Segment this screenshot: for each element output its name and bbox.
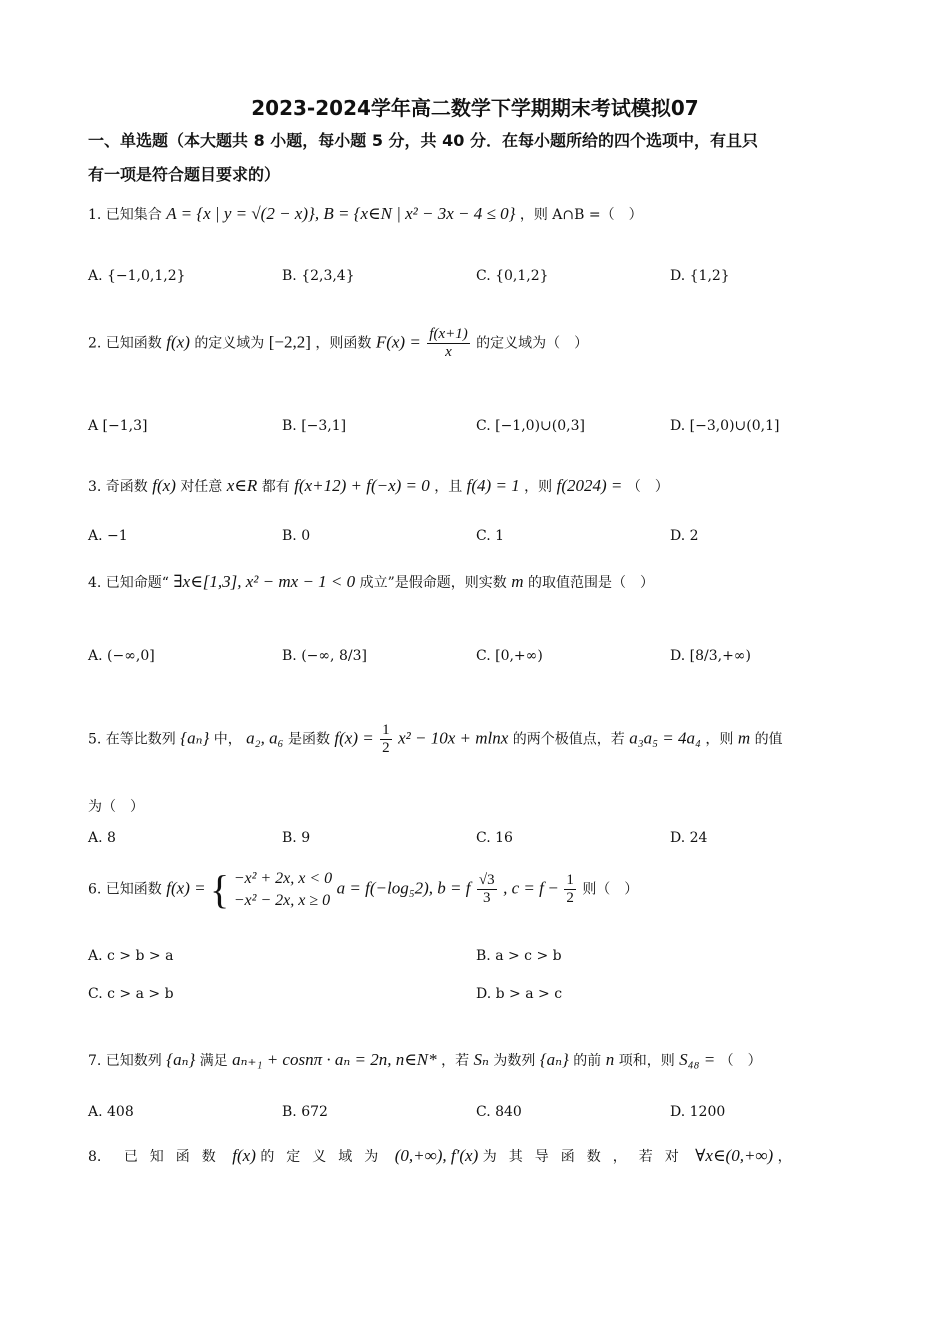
section-heading: [88, 124, 868, 192]
question-7-sequence-2: {aₙ}: [539, 1050, 569, 1069]
question-2-fraction: [427, 326, 469, 361]
question-6-piecewise: [234, 868, 333, 912]
question-1-number: 1. 已知集合: [88, 207, 162, 223]
question-1-formula: A = {x | y = √(2 − x)}, B = {x∈N | x² − 3x − 4 ≤ 0}: [166, 204, 516, 223]
question-6-option-a: A. c > b > a: [88, 948, 174, 964]
question-5-fraction-numerator: 1: [382, 722, 390, 738]
question-5-option-d: D. 24: [670, 830, 708, 846]
question-2-fraction-numerator: f(x+1): [429, 326, 468, 342]
question-6-c: , c = f: [503, 878, 544, 898]
question-5-condition: a₃a₅ = 4a₄: [629, 728, 701, 748]
section-heading-line2: 有一项是符合题目要求的）: [88, 165, 281, 184]
question-8: [88, 1146, 868, 1166]
question-8-number: 8.: [88, 1149, 102, 1165]
question-5-mid2: 是函数: [287, 731, 330, 748]
question-2-Fx: F(x) =: [375, 332, 421, 352]
question-5-mid4: ，则: [705, 731, 734, 748]
question-6-option-b: B. a > c > b: [476, 948, 562, 964]
question-6-fx: f(x) =: [166, 878, 206, 898]
question-2-fx: f(x): [166, 332, 190, 352]
question-3-tail: （ ）: [626, 479, 669, 495]
question-2-option-d: D. [−3,0)∪(0,1]: [670, 418, 780, 434]
question-3-option-c: C. 1: [476, 528, 505, 544]
question-6-fraction-1-denominator: 3: [483, 890, 491, 906]
question-5-terms: a₂, a₆: [246, 728, 284, 748]
question-1: [88, 204, 868, 224]
question-8-text-a: 已知函数: [123, 1149, 228, 1165]
question-6-fraction-1: [477, 872, 497, 907]
question-1-option-c: C. {0,1,2}: [476, 268, 549, 284]
question-2-domain: [−2,2]: [268, 332, 311, 352]
question-3: [88, 476, 868, 496]
question-4-number: 4. 已知命题“: [88, 575, 169, 591]
question-6-brace: {: [210, 867, 230, 912]
question-6: [88, 866, 868, 913]
question-7-mid: 满足: [199, 1053, 228, 1069]
question-3-x-in-r: x∈R: [226, 476, 258, 495]
question-2-number: 2. 已知函数: [88, 335, 162, 352]
question-7-sn: Sₙ: [473, 1050, 489, 1069]
question-3-mid4: ，则: [524, 479, 553, 495]
question-3-option-d: D. 2: [670, 528, 699, 544]
question-3-number: 3. 奇函数: [88, 479, 148, 495]
question-4-option-c: C. [0,+∞): [476, 648, 543, 664]
question-5-sequence: {aₙ}: [180, 728, 210, 748]
question-7-option-b: B. 672: [282, 1104, 328, 1120]
question-4-m: m: [511, 572, 524, 591]
question-5-m: m: [737, 728, 751, 748]
question-2-mid2: ，则函数: [315, 335, 372, 352]
question-5-option-a: A. 8: [88, 830, 116, 846]
question-3-mid: 对任意: [180, 479, 223, 495]
page-title: 2023-2024学年高二数学下学期期末考试模拟07: [251, 96, 699, 120]
question-6-fraction-2-denominator: 2: [566, 890, 574, 906]
question-7-option-c: C. 840: [476, 1104, 522, 1120]
question-5-option-c: C. 16: [476, 830, 513, 846]
question-6-case-1: −x² + 2x, x < 0: [233, 869, 333, 887]
question-1-option-a: A. {−1,0,1,2}: [88, 268, 186, 284]
question-3-fx: f(x): [152, 476, 176, 495]
question-7-sequence: {aₙ}: [166, 1050, 196, 1069]
question-8-domain: (0,+∞), f′(x): [394, 1146, 479, 1165]
question-7-tail: （ ）: [719, 1053, 762, 1069]
question-4-option-a: A. (−∞,0]: [88, 648, 155, 664]
question-3-equation: f(x+12) + f(−x) = 0: [294, 476, 430, 495]
question-7-mid3: 为数列: [493, 1053, 536, 1069]
question-6-number: 6. 已知函数: [88, 881, 162, 898]
question-4-formula: ∃x∈[1,3], x² − mx − 1 < 0: [173, 572, 356, 591]
question-7-option-d: D. 1200: [670, 1104, 726, 1120]
question-5-line2: 为（ ）: [88, 799, 144, 815]
question-3-option-a: A. −1: [88, 528, 128, 544]
question-6-case-2: −x² − 2x, x ≥ 0: [233, 891, 331, 909]
question-8-fx: f(x): [232, 1146, 256, 1165]
question-7-number: 7. 已知数列: [88, 1053, 162, 1069]
question-2: [88, 326, 868, 361]
question-8-tail: ，: [777, 1149, 792, 1165]
question-3-f2024: f(2024) =: [556, 476, 623, 495]
question-4-option-d: D. [8/3,+∞): [670, 648, 751, 664]
question-6-minus: −: [548, 878, 558, 898]
question-4: [88, 572, 868, 592]
question-7-n: n: [605, 1050, 615, 1069]
question-2-tail: 的定义域为（ ）: [476, 335, 589, 352]
question-1-tail: ，则 A∩B =（ ）: [519, 207, 643, 223]
question-4-tail2: 的取值范围是（ ）: [527, 575, 654, 591]
question-5-mid: 中，: [213, 731, 242, 748]
question-8-text-c: 为其导函数，若对: [482, 1149, 691, 1165]
question-7-mid2: ，若: [441, 1053, 470, 1069]
question-2-mid: 的定义域为: [194, 335, 265, 352]
question-4-tail: 成立”是假命题，则实数: [359, 575, 507, 591]
question-4-option-b: B. (−∞, 8/3]: [282, 648, 367, 664]
question-3-option-b: B. 0: [282, 528, 311, 544]
question-5-fraction: [380, 722, 392, 757]
question-3-mid3: ，且: [434, 479, 463, 495]
question-7: [88, 1050, 868, 1070]
question-6-a-b: a = f(−log₅2), b = f: [336, 878, 471, 898]
question-7-mid4: 的前: [573, 1053, 602, 1069]
question-7-recurrence: aₙ₊₁ + cosnπ · aₙ = 2n, n∈N*: [232, 1050, 437, 1069]
question-3-f4: f(4) = 1: [466, 476, 520, 495]
question-2-option-c: C. [−1,0)∪(0,3]: [476, 418, 585, 434]
question-6-fraction-2: [564, 872, 576, 907]
question-6-fraction-2-numerator: 1: [566, 872, 574, 888]
question-2-option-a: A [−1,3]: [88, 418, 148, 434]
question-3-mid2: 都有: [261, 479, 290, 495]
question-5-mid3: 的两个极值点，若: [512, 731, 625, 748]
question-5-number: 5. 在等比数列: [88, 731, 176, 748]
question-2-option-b: B. [−3,1]: [282, 418, 347, 434]
question-5-fraction-denominator: 2: [382, 740, 390, 756]
question-6-option-c: C. c > a > b: [88, 986, 174, 1002]
question-5-expression: x² − 10x + mlnx: [398, 728, 509, 748]
question-1-option-d: D. {1,2}: [670, 268, 730, 284]
question-8-text-b: 的定义域为: [260, 1149, 391, 1165]
question-2-fraction-denominator: x: [445, 344, 452, 360]
question-5-fx: f(x) =: [334, 728, 374, 748]
section-heading-line1: 一、单选题（本大题共 8 小题，每小题 5 分，共 40 分．在每小题所给的四个选项中，有且只: [88, 131, 758, 150]
question-7-mid5: 项和，则: [618, 1053, 675, 1069]
question-6-fraction-1-numerator: √3: [478, 872, 495, 888]
question-8-forall: ∀x∈(0,+∞): [695, 1146, 774, 1165]
question-6-tail: 则（ ）: [582, 881, 639, 898]
question-7-s48: S₄₈ =: [679, 1050, 716, 1069]
question-6-option-d: D. b > a > c: [476, 986, 563, 1002]
question-7-option-a: A. 408: [88, 1104, 134, 1120]
question-5-option-b: B. 9: [282, 830, 311, 846]
question-5-tail: 的值: [754, 731, 783, 748]
question-5: [88, 722, 868, 757]
question-1-option-b: B. {2,3,4}: [282, 268, 355, 284]
